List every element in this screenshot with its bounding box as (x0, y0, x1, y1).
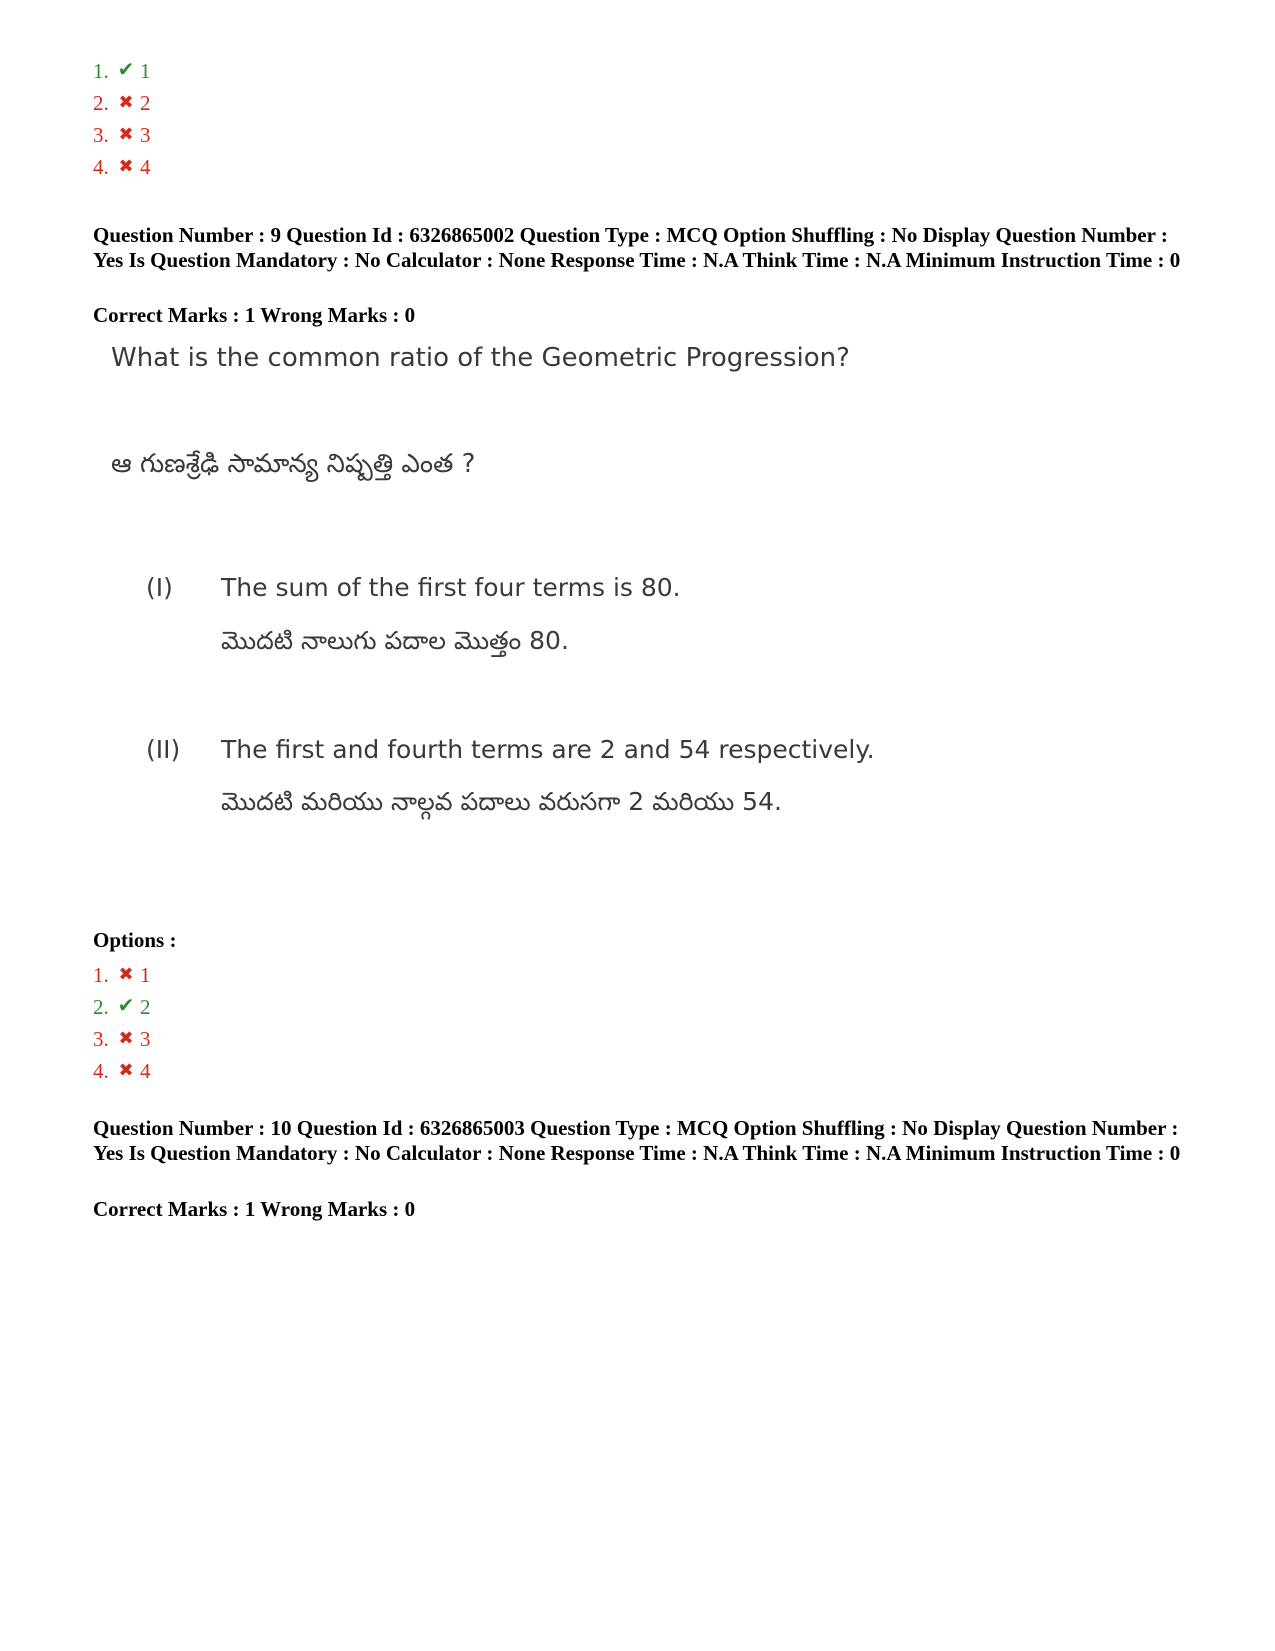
check-icon: ✔ (117, 995, 135, 1017)
statement-1-label: (I) (146, 573, 173, 602)
option-4: 4. ✖ 4 (93, 1059, 151, 1083)
option-1: 1. ✖ 1 (93, 963, 151, 987)
option-2: 2. ✔ 2 (93, 995, 151, 1019)
option-3: 3. ✖ 3 (93, 123, 151, 147)
option-2: 2. ✖ 2 (93, 91, 151, 115)
question-text-en: What is the common ratio of the Geometric Progression? (111, 343, 850, 373)
question-9-marks: Correct Marks : 1 Wrong Marks : 0 (93, 303, 416, 327)
cross-icon: ✖ (118, 92, 134, 112)
cross-icon: ✖ (118, 1028, 134, 1048)
statement-2-te: మొదటి మరియు నాల్గవ పదాలు వరుసగా 2 మరియు 54. (221, 787, 782, 816)
option-1: 1. ✔ 1 (93, 59, 151, 83)
cross-icon: ✖ (118, 124, 134, 144)
cross-icon: ✖ (118, 1060, 134, 1080)
statement-1-te: మొదటి నాలుగు పదాల మొత్తం 80. (221, 626, 569, 655)
statement-2-label: (II) (146, 735, 181, 764)
check-icon: ✔ (117, 59, 135, 81)
statement-2-en: The first and fourth terms are 2 and 54 respectively. (221, 735, 875, 764)
option-3: 3. ✖ 3 (93, 1027, 151, 1051)
question-9-meta: Question Number : 9 Question Id : 6326865002 Question Type : MCQ Option Shuffling : No Display Question Number : Yes Is Question Mandatory : No Calculator : None Response Time : N.A Think Time : N.A Minimum Instruction Time : 0 (93, 223, 1181, 272)
cross-icon: ✖ (118, 156, 134, 176)
cross-icon: ✖ (118, 964, 134, 984)
options-label: Options : (93, 928, 177, 952)
question-text-te: ఆ గుణశ్రేఢి సామాన్య నిష్పత్తి ఎంత ? (111, 449, 476, 479)
question-10-meta: Question Number : 10 Question Id : 6326865003 Question Type : MCQ Option Shuffling : No Display Question Number : Yes Is Question Mandatory : No Calculator : None Response Time : N.A Think Time : N.A Minimum Instruction Time : 0 (93, 1116, 1181, 1165)
statement-1-en: The sum of the first four terms is 80. (221, 573, 681, 602)
option-4: 4. ✖ 4 (93, 155, 151, 179)
question-10-marks: Correct Marks : 1 Wrong Marks : 0 (93, 1197, 416, 1221)
